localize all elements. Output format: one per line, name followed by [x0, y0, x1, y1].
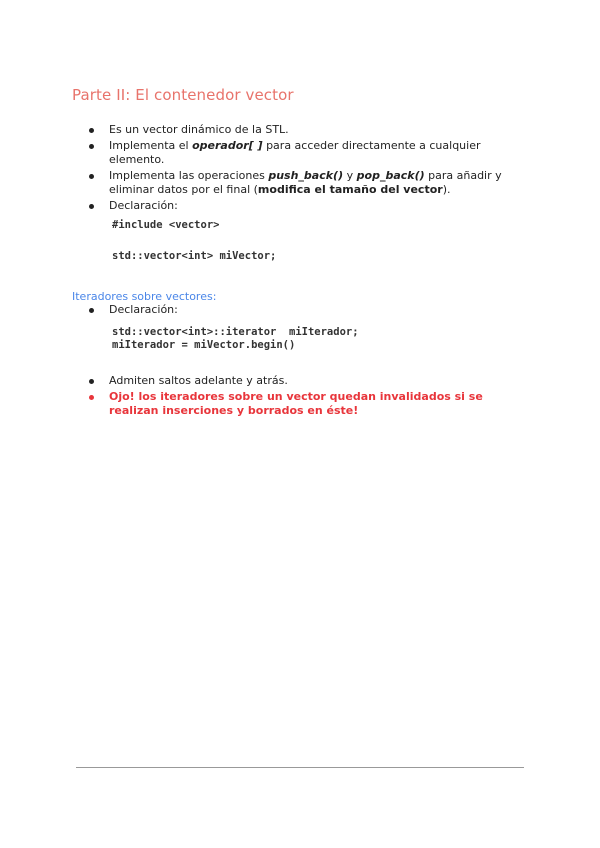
- list-item: Declaración:: [72, 199, 513, 214]
- push-back-term: push_back(): [268, 168, 344, 182]
- iterator-bullet-list-1: [72, 303, 513, 318]
- iterators-subtitle: Iteradores sobre vectores:: [72, 290, 217, 303]
- iterator-bullet-list-2: [72, 374, 513, 419]
- list-item: Implementa el operador[ ] para acceder directamente a cualquier elemento.: [72, 139, 513, 168]
- operator-term: operador[ ]: [192, 138, 263, 152]
- section-title: Parte II: El contenedor vector: [72, 86, 294, 104]
- code-block-include: #include <vector>: [112, 219, 220, 231]
- list-item: Es un vector dinámico de la STL.: [72, 123, 513, 138]
- code-block-iterator: std::vector<int>::iterator miIterador; miIterador = miVector.begin(): [112, 326, 359, 351]
- list-item: Admiten saltos adelante y atrás.: [72, 374, 513, 389]
- vector-bullet-list: [72, 123, 513, 213]
- warning-item: Ojo! los iteradores sobre un vector quedan invalidados si se realizan inserciones y borrados en éste!: [72, 390, 513, 419]
- list-item: Implementa las operaciones push_back() y pop_back() para añadir y eliminar datos por el final (modifica el tamaño del vector).: [72, 169, 513, 198]
- size-note: modifica el tamaño del vector: [257, 183, 443, 196]
- footer-divider: [76, 767, 524, 768]
- code-block-declaration: std::vector<int> miVector;: [112, 250, 277, 262]
- list-item: Declaración:: [72, 303, 513, 318]
- pop-back-term: pop_back(): [356, 168, 425, 182]
